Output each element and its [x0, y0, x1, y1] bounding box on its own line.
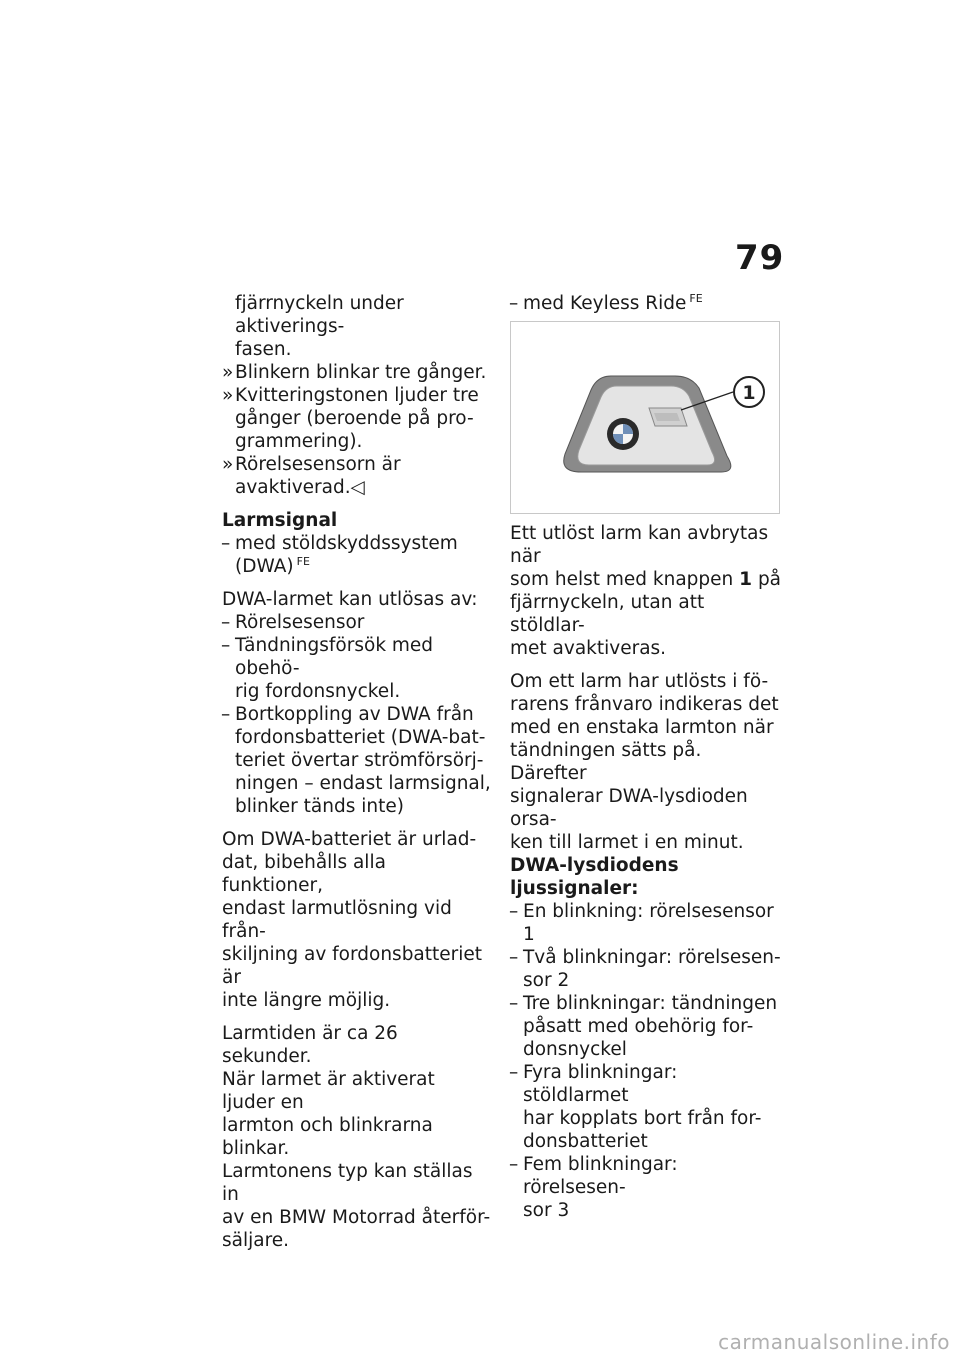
key-fob-figure: [510, 321, 780, 514]
paragraph-line: Larmtonens typ kan ställas in: [222, 1161, 473, 1205]
trigger-item: [222, 634, 492, 703]
trigger-intro: DWA-larmet kan utlösas av:: [222, 589, 478, 610]
result-marker: »: [222, 362, 234, 383]
signal-item: [510, 992, 782, 1061]
result-line: gånger (beroende på pro-: [235, 408, 474, 429]
right-column: [510, 292, 782, 1222]
paragraph-line: dat, bibehålls alla funktioner,: [222, 852, 386, 896]
signal-line: påsatt med obehörig for-: [523, 1016, 754, 1037]
intro-line: fjärrnyckeln under aktiverings-: [235, 293, 404, 337]
option-line: [235, 555, 492, 578]
signal-line: har kopplats bort från for-: [523, 1108, 762, 1129]
paragraph-line: skiljning av fordonsbatteriet är: [222, 944, 483, 988]
signal-line: Tre blinkningar: tändningen: [523, 993, 778, 1014]
paragraph-line: met avaktiveras.: [510, 638, 667, 659]
paragraph-line: av en BMW Motorrad återför-: [222, 1207, 491, 1228]
option-marker: –: [509, 293, 519, 314]
option-line: [523, 292, 782, 315]
watermark-link[interactable]: carmanualsonline.info: [718, 1330, 950, 1354]
option-item: [222, 532, 492, 578]
option-superscript: FE: [689, 292, 703, 305]
result-marker: »: [222, 385, 234, 406]
trigger-line: Tändningsförsök med obehö-: [235, 635, 434, 679]
callout-label: 1: [742, 382, 756, 404]
trigger-item: [222, 611, 492, 634]
paragraph-line: Ett utlöst larm kan avbrytas när: [510, 523, 769, 567]
result-item: [222, 361, 492, 384]
trigger-line: fordonsbatteriet (DWA-bat-: [235, 727, 486, 748]
option-line: med stöldskyddssystem: [235, 533, 458, 554]
trigger-line: Rörelsesensor: [235, 612, 365, 633]
signal-line: Fyra blinkningar: stöldlarmet: [523, 1062, 678, 1106]
paragraph-line: tändningen sätts på. Därefter: [510, 740, 702, 784]
intro-line: fasen.: [235, 339, 292, 360]
result-item: [222, 384, 492, 453]
result-marker: »: [222, 454, 234, 475]
option-superscript: FE: [296, 555, 310, 568]
signals-heading: DWA-lysdiodens ljussignaler:: [510, 855, 679, 899]
trigger-marker: –: [221, 635, 231, 656]
result-line: Kvitteringstonen ljuder tre: [235, 385, 479, 406]
signal-line: sor 3: [523, 1200, 570, 1221]
signal-line: donsbatteriet: [523, 1131, 648, 1152]
trigger-line: blinker tänds inte): [235, 796, 404, 817]
result-line: Blinkern blinkar tre gånger.: [235, 362, 487, 383]
paragraph-line: larmton och blinkrarna blinkar.: [222, 1115, 433, 1159]
option-text: med Keyless Ride: [523, 293, 687, 314]
paragraph-line: Om DWA-batteriet är urlad-: [222, 829, 477, 850]
battery-paragraph: [222, 828, 492, 1012]
result-line: Rörelsesensorn är: [235, 454, 401, 475]
result-line: avaktiverad.◁: [235, 477, 365, 498]
signal-marker: –: [509, 1154, 519, 1175]
alarm-time-paragraph: [222, 1022, 492, 1252]
signal-item: [510, 1061, 782, 1153]
option-item: [510, 292, 782, 315]
signal-line: Två blinkningar: rörelsesen-: [523, 947, 781, 968]
signal-line: donsnyckel: [523, 1039, 627, 1060]
trigger-line: teriet övertar strömförsörj-: [235, 750, 484, 771]
trigger-line: Bortkoppling av DWA från: [235, 704, 474, 725]
paragraph-line: fjärrnyckeln, utan att stöldlar-: [510, 592, 705, 636]
signal-line: En blinkning: rörelsesensor 1: [523, 901, 774, 945]
section-heading: Larmsignal: [222, 510, 338, 531]
result-item: [222, 453, 492, 499]
paragraph-line: ken till larmet i en minut.: [510, 832, 744, 853]
paragraph-line: När larmet är aktiverat ljuder en: [222, 1069, 435, 1113]
signal-item: [510, 900, 782, 946]
paragraph-line: endast larmutlösning vid från-: [222, 898, 452, 942]
paragraph-line: [510, 568, 782, 591]
button-reference: 1: [739, 569, 753, 590]
cancel-alarm-paragraph: [510, 522, 782, 660]
paragraph-line: Larmtiden är ca 26 sekunder.: [222, 1023, 398, 1067]
signal-marker: –: [509, 993, 519, 1014]
left-column: [222, 292, 492, 1252]
keyless-ride-key-fob-icon: [511, 322, 779, 513]
signal-line: sor 2: [523, 970, 570, 991]
signal-marker: –: [509, 1062, 519, 1083]
paragraph-line: inte längre möjlig.: [222, 990, 391, 1011]
trigger-line: rig fordonsnyckel.: [235, 681, 401, 702]
signal-marker: –: [509, 901, 519, 922]
paragraph-line: med en enstaka larmton när: [510, 717, 774, 738]
signal-item: [510, 1153, 782, 1222]
paragraph-text: på: [757, 569, 782, 590]
signal-item: [510, 946, 782, 992]
signal-marker: –: [509, 947, 519, 968]
signal-line: Fem blinkningar: rörelsesen-: [523, 1154, 678, 1198]
paragraph-text: som helst med knappen: [510, 569, 734, 590]
trigger-marker: –: [221, 612, 231, 633]
paragraph-line: signalerar DWA-lysdioden orsa-: [510, 786, 748, 830]
result-line: grammering).: [235, 431, 363, 452]
option-marker: –: [221, 533, 231, 554]
absence-paragraph: [510, 670, 782, 854]
paragraph-line: säljare.: [222, 1230, 290, 1251]
trigger-line: ningen – endast larmsignal,: [235, 773, 491, 794]
option-text: (DWA): [235, 556, 294, 577]
page-number: 79: [735, 238, 785, 278]
trigger-marker: –: [221, 704, 231, 725]
trigger-item: [222, 703, 492, 818]
paragraph-line: Om ett larm har utlösts i fö-: [510, 671, 769, 692]
paragraph-line: rarens frånvaro indikeras det: [510, 694, 779, 715]
